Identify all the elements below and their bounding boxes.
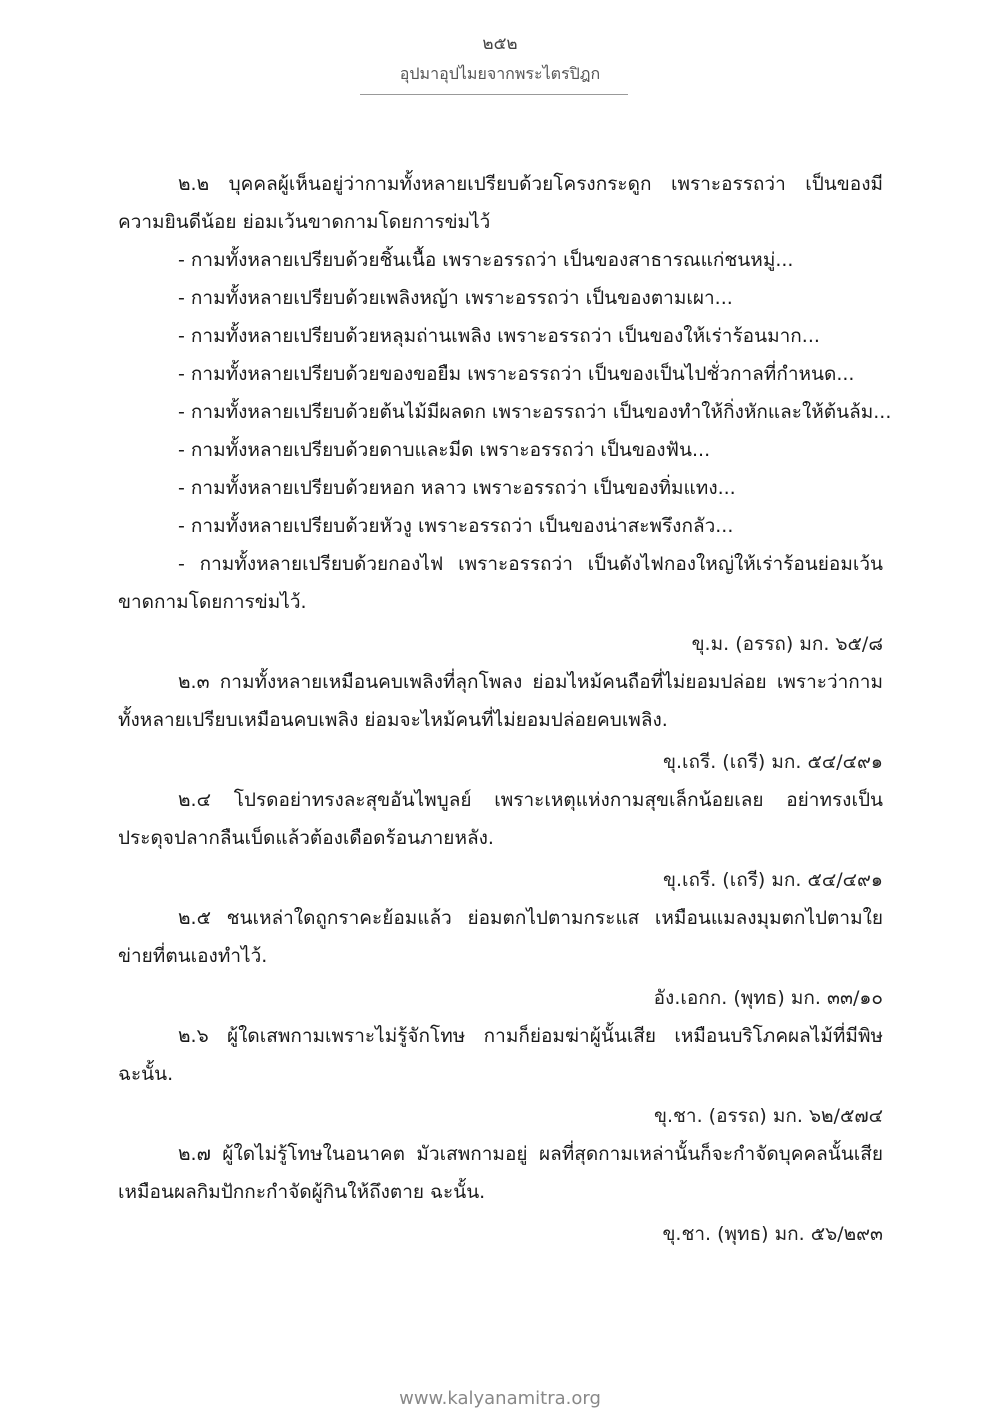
book-title: อุปมาอุปไมยจากพระไตรปิฎก xyxy=(399,64,601,83)
list-item: - กามทั้งหลายเปรียบด้วยหัวงู เพราะอรรถว่า เป็นของน่าสะพรึงกลัว... xyxy=(178,515,734,537)
citation-2-3: ขุ.เถรี. (เถรี) มก. ๕๔/๔๙๑ xyxy=(662,751,883,773)
citation-2-7: ขุ.ชา. (พุทธ) มก. ๕๖/๒๙๓ xyxy=(662,1223,883,1245)
footer-website-link[interactable]: www.kalyanamitra.org xyxy=(399,1388,601,1409)
citation-2-5: อัง.เอกก. (พุทธ) มก. ๓๓/๑๐ xyxy=(653,987,883,1009)
paragraph-2-2: ๒.๒ บุคคลผู้เห็นอยู่ว่ากามทั้งหลายเปรียบด้วยโครงกระดูก เพราะอรรถว่า เป็นของมีความยินดีน้อย ย่อมเว้นขาดกามโดยการข่มไว้ xyxy=(118,173,883,233)
list-item: - กามทั้งหลายเปรียบด้วยต้นไม้มีผลดก เพราะอรรถว่า เป็นของทำให้กิ่งหักและให้ต้นล้ม... xyxy=(178,401,892,423)
list-item: - กามทั้งหลายเปรียบด้วยของขอยืม เพราะอรรถว่า เป็นของเป็นไปชั่วกาลที่กำหนด... xyxy=(178,363,855,385)
list-item: - กามทั้งหลายเปรียบด้วยกองไฟ เพราะอรรถว่า เป็นดังไฟกองใหญ่ให้เร่าร้อนย่อมเว้นขาดกามโดยการข่มไว้. xyxy=(118,553,883,613)
paragraph-2-3: ๒.๓ กามทั้งหลายเหมือนคบเพลิงที่ลุกโพลง ย่อมไหม้คนถือที่ไม่ยอมปล่อย เพราะว่ากามทั้งหลายเปรียบเหมือนคบเพลิง ย่อมจะไหม้คนที่ไม่ยอมปล่อยคบเพลิง. xyxy=(118,671,883,731)
header-divider xyxy=(360,94,628,95)
citation-2-2: ขุ.ม. (อรรถ) มก. ๖๕/๘ xyxy=(691,633,883,655)
paragraph-2-7: ๒.๗ ผู้ใดไม่รู้โทษในอนาคต มัวเสพกามอยู่ ผลที่สุดกามเหล่านั้นก็จะกำจัดบุคคลนั้นเสียเหมือนผลกิมปักกะกำจัดผู้กินให้ถึงตาย ฉะนั้น. xyxy=(118,1143,883,1203)
citation-2-4: ขุ.เถรี. (เถรี) มก. ๕๔/๔๙๑ xyxy=(662,869,883,891)
list-item: - กามทั้งหลายเปรียบด้วยเพลิงหญ้า เพราะอรรถว่า เป็นของตามเผา... xyxy=(178,287,733,309)
page-body xyxy=(118,165,892,1253)
paragraph-2-6: ๒.๖ ผู้ใดเสพกามเพราะไม่รู้จักโทษ กามก็ย่อมฆ่าผู้นั้นเสีย เหมือนบริโภคผลไม้ที่มีพิษฉะนั้น. xyxy=(118,1025,883,1085)
list-item: - กามทั้งหลายเปรียบด้วยชิ้นเนื้อ เพราะอรรถว่า เป็นของสาธารณแก่ชนหมู่... xyxy=(178,249,794,271)
list-item: - กามทั้งหลายเปรียบด้วยดาบและมีด เพราะอรรถว่า เป็นของฟัน... xyxy=(178,439,711,461)
page-number: ๒๕๒ xyxy=(482,34,518,54)
citation-2-6: ขุ.ชา. (อรรถ) มก. ๖๒/๕๗๔ xyxy=(653,1105,883,1127)
list-item: - กามทั้งหลายเปรียบด้วยหลุมถ่านเพลิง เพราะอรรถว่า เป็นของให้เร่าร้อนมาก... xyxy=(178,325,820,347)
list-item: - กามทั้งหลายเปรียบด้วยหอก หลาว เพราะอรรถว่า เป็นของทิ่มแทง... xyxy=(178,477,736,499)
paragraph-2-4: ๒.๔ โปรดอย่าทรงละสุขอันไพบูลย์ เพราะเหตุแห่งกามสุขเล็กน้อยเลย อย่าทรงเป็นประดุจปลากลืนเบ็ดแล้วต้องเดือดร้อนภายหลัง. xyxy=(118,789,883,849)
paragraph-2-5: ๒.๕ ชนเหล่าใดถูกราคะย้อมแล้ว ย่อมตกไปตามกระแส เหมือนแมลงมุมตกไปตามใยข่ายที่ตนเองทำไว้. xyxy=(118,907,883,967)
